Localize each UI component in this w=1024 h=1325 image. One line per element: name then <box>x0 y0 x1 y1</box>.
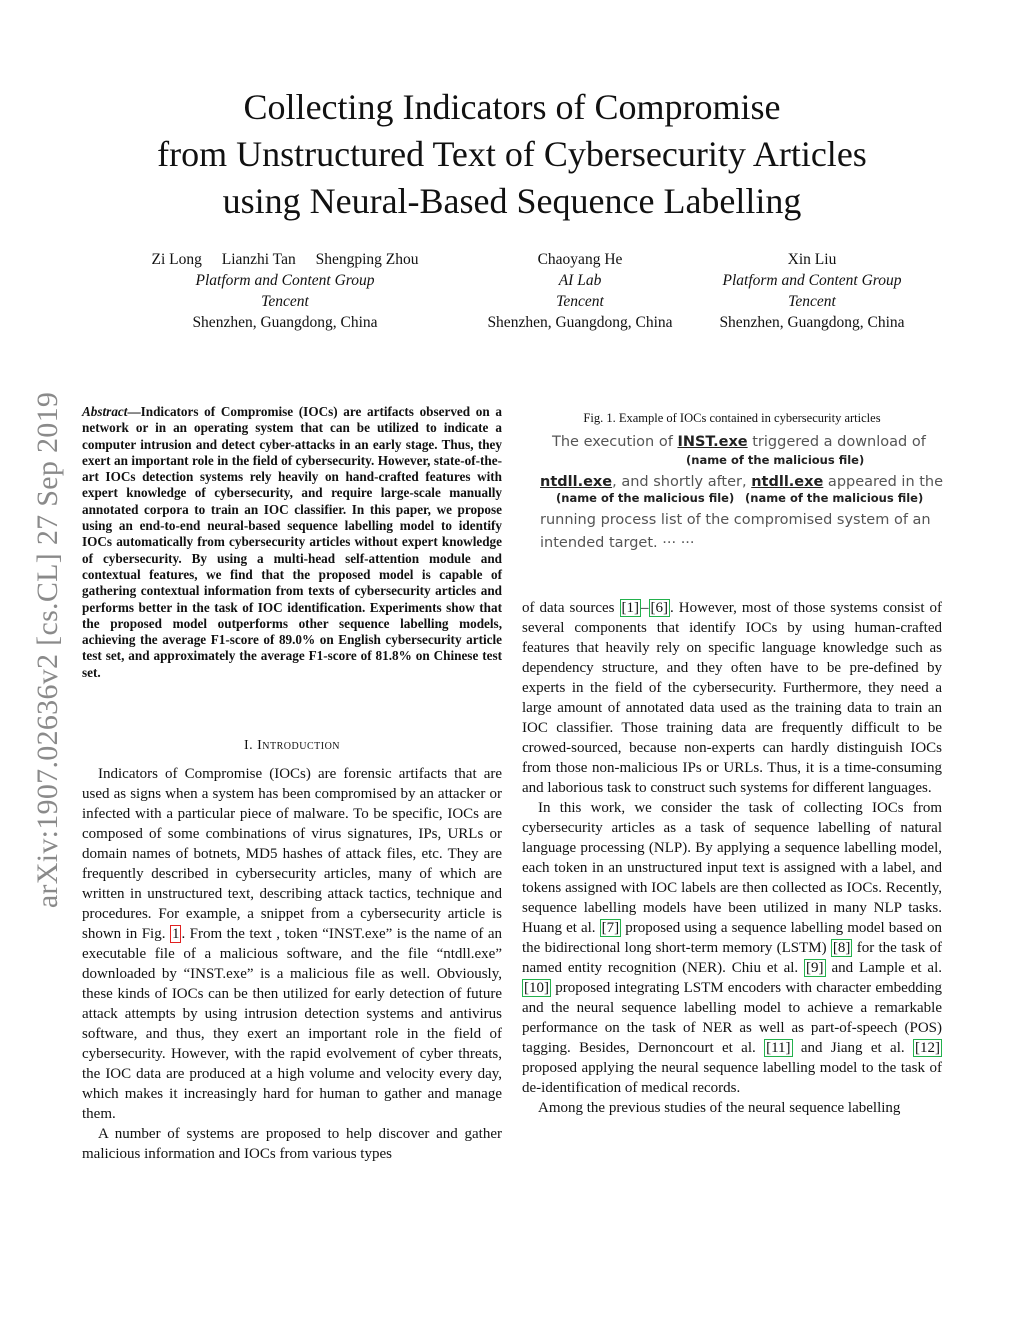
figure-text: appeared in the <box>823 474 944 490</box>
ioc-token: ntdll.exe <box>751 474 824 490</box>
paragraph <box>82 764 502 1124</box>
figure-line-1 <box>552 434 926 450</box>
author-org: Tencent <box>556 293 604 310</box>
figure-text: triggered a download of <box>747 434 926 450</box>
ioc-token: ntdll.exe <box>540 474 613 490</box>
abstract-text: —Indicators of Compromise (IOCs) are artifacts observed on a network or in an operating system that can be utilized to indicate a computer intrusion and detect cyber-attacks in an early stage. Thus, they exert an important role in the field of cybersecurity. However, state-of-the-art IOCs detection systems rely heavily on hand-crafted features with expert knowledge of cybersecurity, and require large-scale manually annotated corpora to train an IOC classifier. In this paper, we propose using an end-to-end neural-based sequence labelling model to identify IOCs automatically from cybersecurity articles without expert knowledge of cybersecurity. By using a multi-head self-attention module and contextual features, we find that the proposed model is capable of gathering contextual information from texts of cybersecurity articles and performs better in the task of IOC identification. Experiments show that the proposed model outperforms other sequence labelling models, achieving the average F1-score of 89.0% on English cybersecurity article test set, and approximately the average F1-score of 81.8% on Chinese test set. <box>82 404 502 680</box>
figure-line-3: running process list of the compromised system of an <box>540 512 931 528</box>
paragraph <box>522 798 942 1098</box>
ioc-annotation: (name of the malicious file) <box>745 491 924 505</box>
paragraph: Among the previous studies of the neural sequence labelling <box>538 1100 901 1116</box>
paragraph-text: for the task of named entity recognition (NER). Chiu et al. <box>522 940 942 976</box>
paragraph: A number of systems are proposed to help discover and gather malicious information and IOCs from various types <box>82 1126 502 1162</box>
abstract <box>82 404 502 681</box>
figure-text: The execution of <box>552 434 678 450</box>
author-name: Chaoyang He <box>537 251 623 268</box>
figure-caption: Fig. 1. Example of IOCs contained in cybersecurity articles <box>583 411 881 425</box>
paragraph-text: . From the text , token “INST.exe” is the name of an executable file of a malicious software, and the file “ntdll.exe” downloaded by “INST.exe” is a malicious file as well. Obviously, these kinds of IOCs can be then utilized for early detection of future attack attempts by using intrusion detection systems and antivirus software, and thus, they exert an important role in the field of cybersecurity. However, with the rapid evolvement of cyber threats, the IOC data are produced at a high volume and velocity every day, which makes it increasingly hard for human to gather and manage them. <box>82 926 503 1122</box>
figure-reference-link[interactable]: 1 <box>171 926 180 942</box>
author-org: Tencent <box>788 293 836 310</box>
section-number: I. <box>243 738 254 753</box>
figure-line-4: intended target. ··· ··· <box>540 535 695 551</box>
section-heading <box>82 738 502 754</box>
citation-link[interactable]: [8] <box>832 940 851 956</box>
title-line-1: Collecting Indicators of Compromise <box>243 87 781 127</box>
author-block-3 <box>700 249 924 333</box>
citation-link[interactable]: [10] <box>524 980 549 996</box>
abstract-label: Abstract <box>82 404 128 419</box>
author-location: Shenzhen, Guangdong, China <box>192 314 378 331</box>
author-org: Tencent <box>261 293 309 310</box>
author-name: Lianzhi Tan <box>221 251 296 268</box>
author-group: Platform and Content Group <box>722 272 902 289</box>
paragraph-text: proposed applying the neural sequence labelling model to the task of de-identification of medical records. <box>522 1060 942 1096</box>
citation-link[interactable]: [12] <box>914 1040 940 1056</box>
paragraph-text: and Jiang et al. <box>792 1040 913 1056</box>
figure-text: , and shortly after, <box>612 474 752 490</box>
paragraph-text: proposed integrating LSTM encoders with character embedding and the neural sequence labelling model to achieve a remarkable performance on the task of NER as well as part-of-speech (POS) tagging. Besides, Dernoncourt et al. <box>522 980 942 1056</box>
citation-link[interactable]: [11] <box>766 1040 791 1056</box>
ioc-token: INST.exe <box>677 434 748 450</box>
citation-link[interactable]: [9] <box>806 960 824 976</box>
citation-link[interactable]: [6] <box>650 600 669 616</box>
paper-title <box>60 84 964 225</box>
title-line-3: using Neural-Based Sequence Labelling <box>222 181 802 221</box>
author-block-2 <box>470 249 690 333</box>
figure-line-2 <box>540 474 943 490</box>
ioc-annotation: (name of the malicious file) <box>686 453 865 467</box>
paragraph-text: and Lample et al. <box>825 960 942 976</box>
author-name: Shengping Zhou <box>315 251 419 268</box>
author-group: Platform and Content Group <box>195 272 375 289</box>
author-block-1 <box>110 249 460 333</box>
paragraph <box>522 598 942 798</box>
paragraph-text: In this work, we consider the task of collecting IOCs from cybersecurity articles as a task of sequence labelling of natural language processing (NLP). By applying a sequence labelling model, each token in an unstructured input text is assigned with a label, and tokens assigned with IOC labels are then collected as IOCs. Recently, sequence labelling models have been utilized in many NLP tasks. Huang et al. <box>522 800 942 936</box>
author-location: Shenzhen, Guangdong, China <box>719 314 905 331</box>
paragraph-text: Indicators of Compromise (IOCs) are forensic artifacts that are used as signs when a system has been compromised by an attacker or infected with a particular piece of malware. To be specific, IOCs are composed of some combinations of virus signatures, IPs, URLs or domain names of botnets, MD5 hashes of attack files, etc. They are frequently described in cybersecurity articles, many of which are written in unstructured text, describing attack tactics, technique and procedures. For example, a snippet from a cybersecurity article is shown in Fig. <box>82 766 502 942</box>
arxiv-identifier: arXiv:1907.02636v2 [cs.CL] 27 Sep 2019 <box>31 391 64 909</box>
left-column-body <box>82 764 502 1164</box>
author-location: Shenzhen, Guangdong, China <box>487 314 673 331</box>
ioc-annotation: (name of the malicious file) <box>556 491 735 505</box>
paragraph-text: – <box>641 600 649 616</box>
paragraph-text: . However, most of those systems consist of several components that identify IOCs by using human-crafted features that heavily rely on specific language knowledge such as dependency structure, and they often have to be pre-defined by experts in the field of the cybersecurity. Furthermore, they need a large amount of annotated data used as the training data to train an IOC classifier. Those training data are frequently difficult to be crowed-sourced, because non-experts can hardly distinguish IOCs from those non-malicious IPs or URLs. Thus, it is a time-consuming and laborious task to construct such systems for different languages. <box>522 600 942 796</box>
section-title-text: Introduction <box>257 738 341 753</box>
citation-link[interactable]: [1] <box>621 600 640 616</box>
author-group: AI Lab <box>558 272 602 289</box>
paragraph-text: proposed using a sequence labelling model based on the bidirectional long short-term memory (LSTM) <box>522 920 942 956</box>
author-name: Xin Liu <box>787 251 837 268</box>
right-column-body <box>522 598 942 1118</box>
citation-link[interactable]: [7] <box>601 920 620 936</box>
title-line-2: from Unstructured Text of Cybersecurity Articles <box>157 134 867 174</box>
author-name: Zi Long <box>151 251 202 268</box>
paragraph-text: of data sources <box>522 600 620 616</box>
